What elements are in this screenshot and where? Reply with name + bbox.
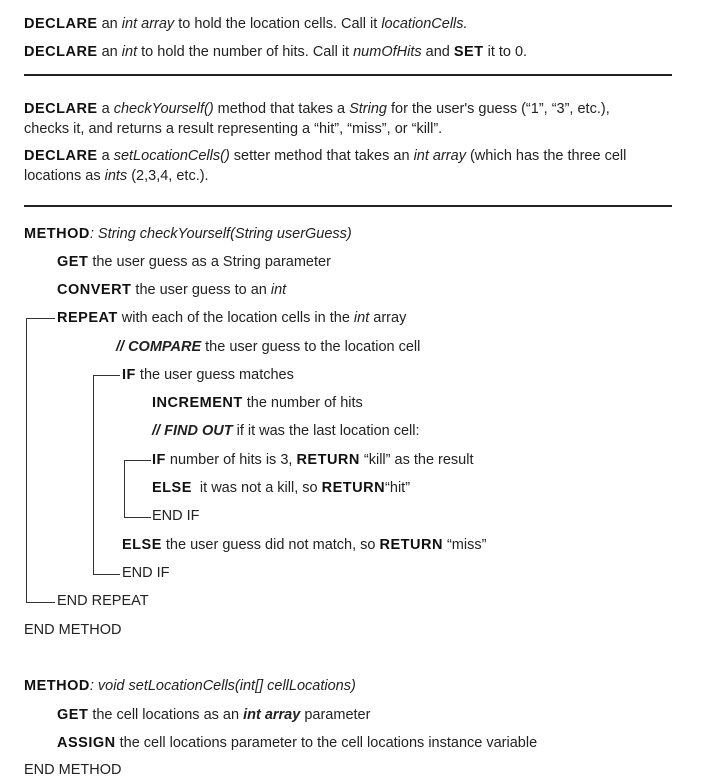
if-inner-bracket [124,460,151,518]
declare-set-location-cells: DECLARE a setLocationCells() setter method that takes an int array (which has the three cell [24,148,627,164]
compare-comment: // COMPARE the user guess to the location cell [116,339,421,355]
end-method-2: END METHOD [24,762,122,778]
end-method-1: END METHOD [24,622,122,638]
end-if-outer: END IF [122,565,170,581]
keyword: DECLARE [24,16,98,32]
else-miss: ELSE the user guess did not match, so RETURN “miss” [122,537,487,553]
get-user-guess: GET the user guess as a String parameter [57,254,331,270]
end-repeat: END REPEAT [57,593,149,609]
keyword: DECLARE [24,44,98,60]
assign-cell-locations: ASSIGN the cell locations parameter to the cell locations instance variable [57,735,538,751]
if-hits-three: IF number of hits is 3, RETURN “kill” as the result [152,452,474,468]
end-if-inner: END IF [152,508,200,524]
divider [24,205,672,207]
declare-check-yourself: DECLARE a checkYourself() method that takes a String for the user's guess (“1”, “3”, etc.), [24,101,610,117]
repeat-loop: REPEAT with each of the location cells in the int array [57,310,407,326]
else-hit: ELSE it was not a kill, so RETURN“hit” [152,480,411,496]
declare-location-cells: DECLARE an int array to hold the location cells. Call it locationCells. [24,16,468,32]
get-cell-locations: GET the cell locations as an int array parameter [57,707,371,723]
if-matches: IF the user guess matches [122,367,294,383]
find-out-comment: // FIND OUT if it was the last location cell: [152,423,420,439]
increment-hits: INCREMENT the number of hits [152,395,363,411]
convert-user-guess: CONVERT the user guess to an int [57,282,287,298]
divider [24,74,672,76]
declare-num-of-hits: DECLARE an int to hold the number of hits. Call it numOfHits and SET it to 0. [24,44,528,60]
declare-set-location-cells-cont: locations as ints (2,3,4, etc.). [24,168,209,184]
method-set-location-cells-header: METHOD: void setLocationCells(int[] cellLocations) [24,678,356,694]
if-outer-bracket [93,375,120,575]
repeat-bracket [26,318,55,603]
method-check-yourself-header: METHOD: String checkYourself(String userGuess) [24,226,352,242]
declare-check-yourself-cont: checks it, and returns a result representing a “hit”, “miss”, or “kill”. [24,121,443,137]
